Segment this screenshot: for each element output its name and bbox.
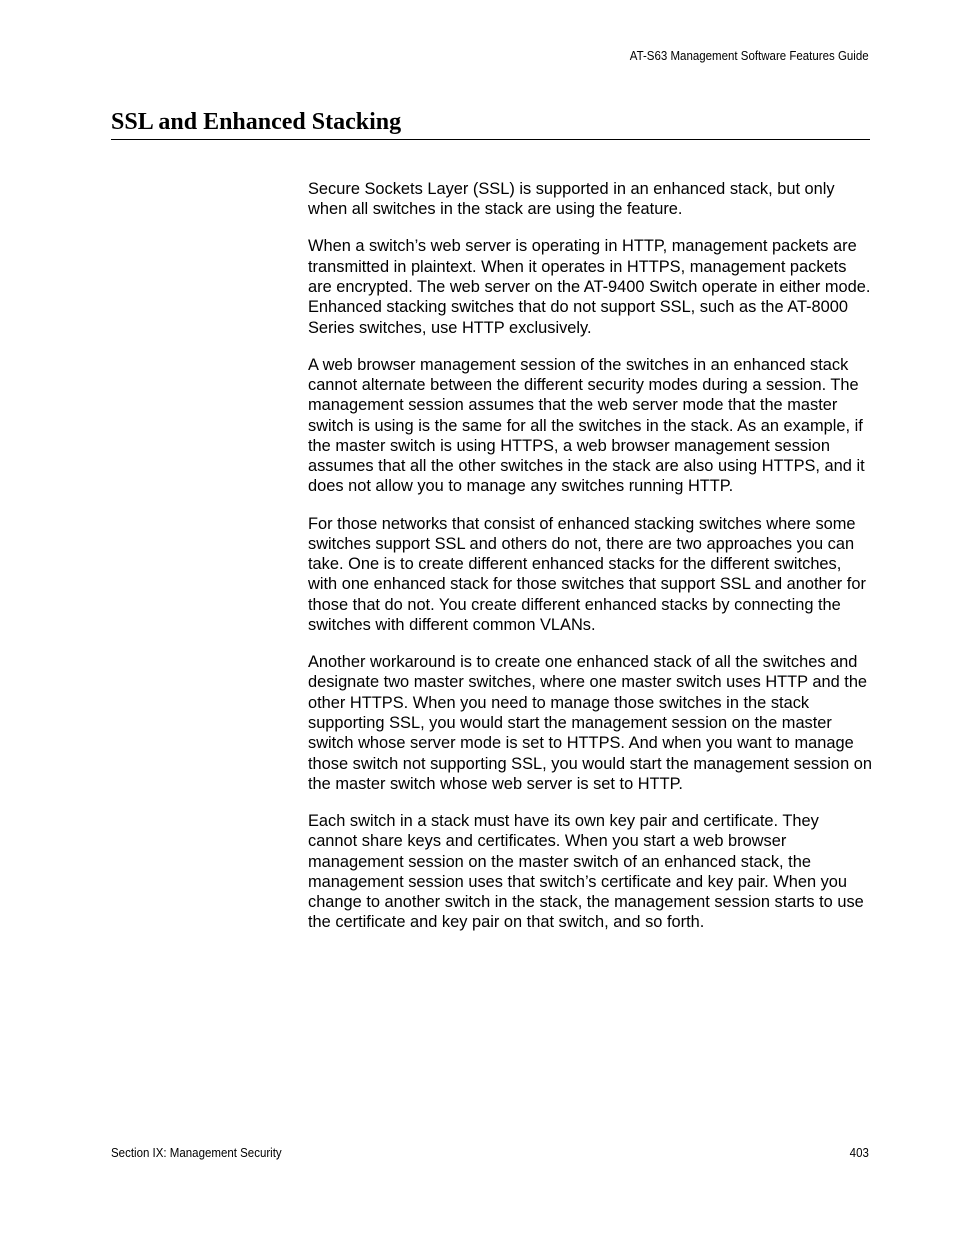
footer-section-label: Section IX: Management Security	[111, 1146, 282, 1160]
title-rule	[111, 139, 870, 140]
paragraph-key-pair-certificate: Each switch in a stack must have its own key pair and certificate. They cannot share keys and certificates. When you start a web browser management session on the master switch of an enhanced stack, the management session uses that switch’s certificate and key pair. When you change to another switch in the stack, the management session starts to use the certificate and key pair on that switch, and so forth.	[308, 812, 864, 932]
body-text	[308, 179, 872, 950]
paragraph-http-https-modes: When a switch’s web server is operating in HTTP, management packets are transmitted in plaintext. When it operates in HTTPS, management packets are encrypted. The web server on the AT-9400 Switch operate in either mode. Enhanced stacking switches that do not support SSL, such as the AT-8000 Series switches, use HTTP exclusively.	[308, 237, 871, 337]
footer-page-number: 403	[849, 1146, 869, 1160]
running-header: AT-S63 Management Software Features Guide	[630, 49, 869, 63]
section-title: SSL and Enhanced Stacking	[111, 109, 402, 135]
paragraph-mixed-networks: For those networks that consist of enhanced stacking switches where some switches support SSL and others do not, there are two approaches you can take. One is to create different enhanced stacks for the different switches, with one enhanced stack for those switches that support SSL and another for those that do not. You create different enhanced stacks by connecting the switches with different common VLANs.	[308, 514, 866, 635]
paragraph-two-master-switches: Another workaround is to create one enhanced stack of all the switches and designate two master switches, where one master switch uses HTTP and the other HTTPS. When you need to manage those switches in the stack supporting SSL, you would start the management session on the master switch whose server mode is set to HTTPS. And when you want to manage those switch not supporting SSL, you would start the management session on the master switch whose web server is set to HTTP.	[308, 653, 872, 793]
paragraph-ssl-support: Secure Sockets Layer (SSL) is supported in an enhanced stack, but only when all switches in the stack are using the feature.	[308, 180, 835, 219]
paragraph-session-security-mode: A web browser management session of the switches in an enhanced stack cannot alternate between the different security modes during a session. The management session assumes that the web server mode that the master switch is using is the same for all the switches in the stack. As an example, if the master switch is using HTTPS, a web browser management session assumes that all the other switches in the stack are also using HTTPS, and it does not allow you to manage any switches running HTTP.	[308, 355, 865, 496]
